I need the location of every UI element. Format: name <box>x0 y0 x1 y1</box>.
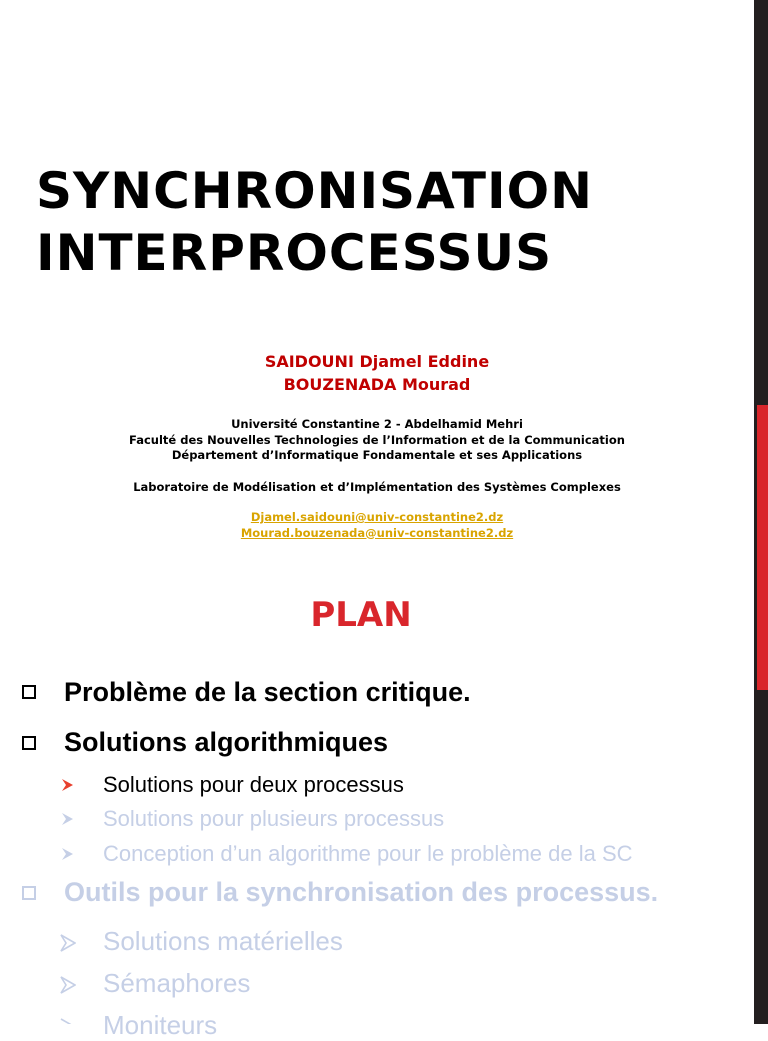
authors-block <box>0 350 754 396</box>
arrow-bullet-icon <box>60 934 76 952</box>
plan-item-outils-synchronisation: Outils pour la synchronisation des processus. <box>64 877 659 907</box>
department-line: Département d’Informatique Fondamentale et ses Applications <box>171 448 583 462</box>
plan-subitem-deux-processus: Solutions pour deux processus <box>103 772 404 797</box>
plan-subitem-moniteurs: Moniteurs <box>103 1010 218 1040</box>
checkbox-bullet-icon <box>22 736 36 750</box>
arrow-bullet-icon <box>61 778 74 792</box>
email-link-saidouni[interactable]: Djamel.saidouni@univ-constantine2.dz <box>250 510 504 524</box>
sidebar-red-marker <box>757 405 768 690</box>
checkbox-bullet-icon <box>22 886 36 900</box>
plan-subitem-semaphores: Sémaphores <box>103 968 251 998</box>
arrow-bullet-icon <box>60 976 76 994</box>
author-1: SAIDOUNI Djamel Eddine <box>264 352 490 371</box>
faculty-line: Faculté des Nouvelles Technologies de l’Information et de la Communication <box>129 432 625 447</box>
checkbox-bullet-icon <box>22 685 36 699</box>
laboratory-line: Laboratoire de Modélisation et d’Implémentation des Systèmes Complexes <box>133 480 621 494</box>
arrow-bullet-icon <box>60 1018 76 1024</box>
affiliation-block <box>0 417 754 464</box>
university-line: Université Constantine 2 - Abdelhamid Mehri <box>231 417 523 431</box>
plan-subitem-solutions-materielles: Solutions matérielles <box>103 926 343 956</box>
title-line-2: INTERPROCESSUS <box>36 224 553 282</box>
plan-subitem-conception-algorithme: Conception d’un algorithme pour le problème de la SC <box>103 841 633 866</box>
page-title <box>36 160 593 284</box>
email-block <box>0 510 754 541</box>
plan-heading: PLAN <box>310 595 412 635</box>
plan-item-probleme: Problème de la section critique. <box>64 677 471 707</box>
title-line-1: SYNCHRONISATION <box>36 162 593 220</box>
arrow-bullet-icon <box>61 812 74 826</box>
plan-item-solutions-algorithmiques: Solutions algorithmiques <box>64 727 389 757</box>
email-link-bouzenada[interactable]: Mourad.bouzenada@univ-constantine2.dz <box>240 525 514 540</box>
arrow-bullet-icon <box>61 847 74 861</box>
plan-subitem-plusieurs-processus: Solutions pour plusieurs processus <box>103 806 445 831</box>
author-2: BOUZENADA Mourad <box>283 375 471 394</box>
